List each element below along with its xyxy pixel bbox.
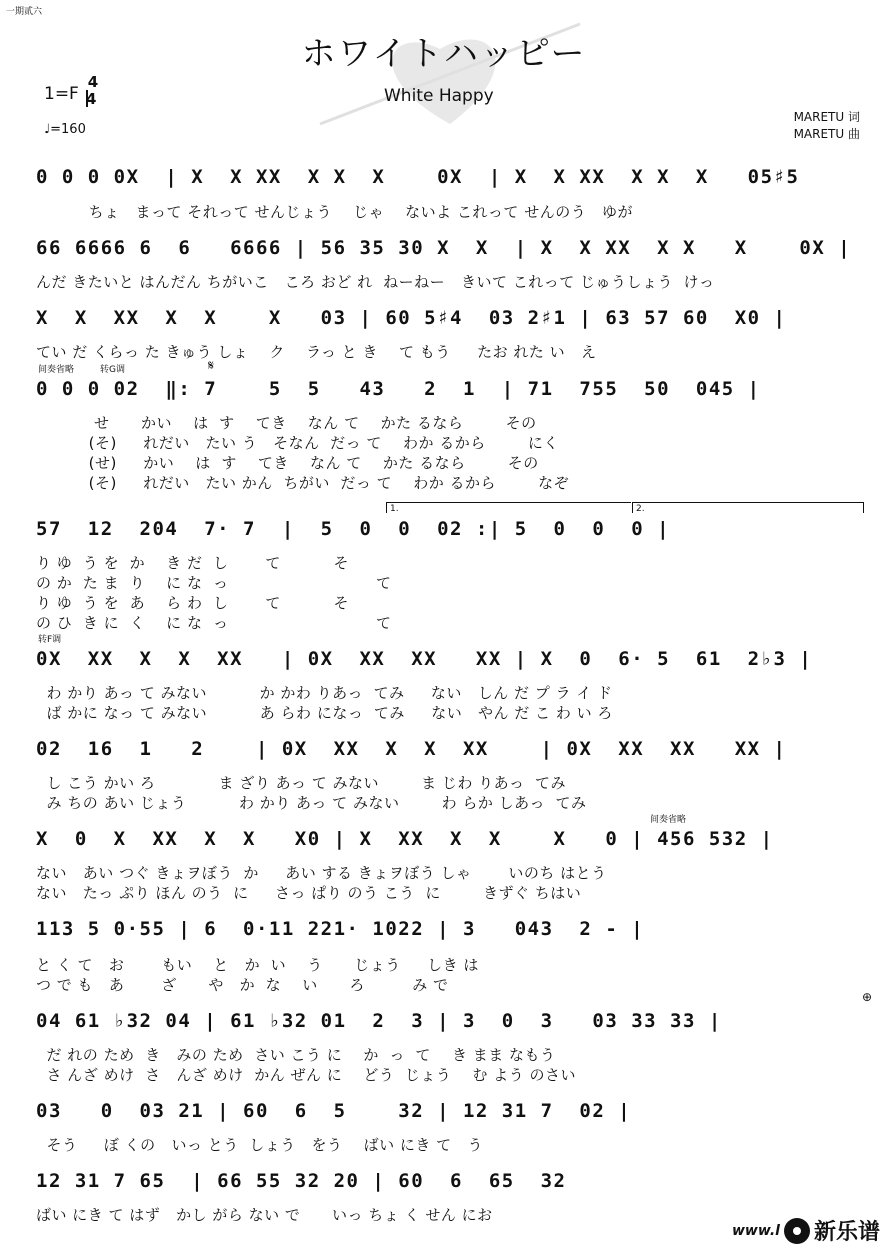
coda-sign: ⊕ <box>861 990 872 1004</box>
lyric-line: の ひ き に く に な っ て <box>36 614 392 632</box>
notation-row-12: 12 31 7 65 | 66 55 32 20 | 60 6 65 32 <box>36 1170 567 1192</box>
time-top: 4 <box>87 73 99 91</box>
lyric-line: そう ぼ くの いっ とう しょう をう ばい にき て う <box>36 1136 483 1154</box>
lyric-line: し こう かい ろ ま ざり あっ て みない ま じわ りあっ てみ <box>36 774 567 792</box>
notation-row-2: 66 6666 6 6 6666 | 56 35 30 X X | X X XX X X X 0X | <box>36 237 852 259</box>
lyric-line: せ かい は す てき なん て かた るなら その <box>36 414 537 432</box>
key-signature: 1=F <box>44 84 79 104</box>
key-change-f: 转F调 <box>38 635 62 645</box>
lyric-line: み ちの あい じょう わ かり あっ て みない わ らか しあっ てみ <box>36 794 587 812</box>
volta-bracket-2 <box>632 502 864 513</box>
lyric-line: てい だ くらっ た きゅう しょ ク ラっ と き て もう たお れた い え <box>36 343 597 361</box>
composer: MARETU 曲 <box>793 127 860 141</box>
record-icon <box>784 1218 810 1244</box>
lyric-line: さ んざ めけ さ んざ めけ かん ぜん に どう じょう む よう のさい <box>36 1066 576 1084</box>
volta-bracket-1 <box>386 502 631 513</box>
logo-url: www.l <box>731 1222 780 1239</box>
song-subtitle: White Happy <box>384 86 494 106</box>
lyric-line: わ かり あっ て みない か かわ りあっ てみ ない しん だ プ ラ イ ド <box>36 684 613 702</box>
notation-row-10: 04 61 ♭32 04 | 61 ♭32 01 2 3 | 3 0 3 03 33 33 | <box>36 1010 722 1032</box>
segno-sign: 𝄋 <box>208 358 215 374</box>
lyric-line: だ れの ため き みの ため さい こう に か っ て き まま なもう <box>36 1046 556 1064</box>
time-signature <box>86 73 100 108</box>
lyric-line: ば かに なっ て みない あ らわ になっ てみ ない やん だ こ わ い ろ <box>36 704 613 722</box>
notation-row-8: X 0 X XX X X X0 | X XX X X X 0 | 456 532 | <box>36 828 774 850</box>
lyric-line: (そ) れだい たい う そなん だっ て わか るから にく <box>36 434 559 452</box>
notation-row-6: 0X XX X X XX | 0X XX XX XX | X 0 6· 5 61 2♭3 | <box>36 648 813 670</box>
lyric-line: (そ) れだい たい かん ちがい だっ て わか るから なぞ <box>36 474 570 492</box>
lyric-line: り ゆ う を か き だ し て そ <box>36 554 350 572</box>
notation-row-4: 0 0 0 02 ‖: 7 5 5 43 2 1 | 71 755 50 045 | <box>36 378 761 400</box>
interlude-note-1: 间奏省略 <box>38 365 75 375</box>
site-logo <box>732 1215 880 1246</box>
lyric-line: ない たっ ぷり ほん のう に さっ ぱり のう こう に きずぐ ちはい <box>36 884 582 902</box>
interlude-note-2: 间奏省略 <box>650 815 687 825</box>
lyric-line: ない あい つぐ きょヲぼう か あい する きょヲぼう しゃ いのち はとう <box>36 864 607 882</box>
notation-row-3: X X XX X X X 03 | 60 5♯4 03 2♯1 | 63 57 60 X0 | <box>36 307 787 329</box>
lyric-line: り ゆ う を あ ら わ し て そ <box>36 594 350 612</box>
lyric-line: んだ きたいと はんだん ちがいこ ころ おど れ ねーねー きいて これって じゅうしょう けっ <box>36 273 715 291</box>
notation-row-9: 113 5 0·55 | 6 0·11 221· 1022 | 3 043 2 - | <box>36 918 645 940</box>
volta-label-1: 1. <box>390 504 399 514</box>
tempo-mark: ♩=160 <box>44 122 86 137</box>
song-title: ホワイトハッピー <box>301 34 587 74</box>
logo-name: 新乐谱 <box>813 1220 880 1245</box>
corner-label: 一期贰六 <box>6 7 43 17</box>
lyric-line: ばい にき て はず かし がら ない で いっ ちょ く せん にお <box>36 1206 493 1224</box>
lyric-line: の か た ま り に な っ て <box>36 574 392 592</box>
key-change-g: 转G调 <box>100 365 125 375</box>
lyric-line: (せ) かい は す てき なん て かた るなら その <box>36 454 539 472</box>
volta-label-2: 2. <box>636 504 645 514</box>
lyricist: MARETU 词 <box>793 110 860 124</box>
lyric-line: ちょ まって それって せんじょう じゃ ないよ これって せんのう ゆが <box>36 203 634 221</box>
time-bottom: 4 <box>86 90 97 108</box>
lyric-line: つ で も あ ざ や か な い ろ み で <box>36 976 449 994</box>
notation-row-7: 02 16 1 2 | 0X XX X X XX | 0X XX XX XX | <box>36 738 787 760</box>
lyric-line: と く て お もい と か い う じょう しき は <box>36 956 479 974</box>
notation-row-11: 03 0 03 21 | 60 6 5 32 | 12 31 7 02 | <box>36 1100 632 1122</box>
notation-row-1: 0 0 0 0X | X X XX X X X 0X | X X XX X X X 05♯5 <box>36 166 800 188</box>
notation-row-5: 57 12 204 7· 7 | 5 0 0 02 :| 5 0 0 0 | <box>36 518 671 540</box>
